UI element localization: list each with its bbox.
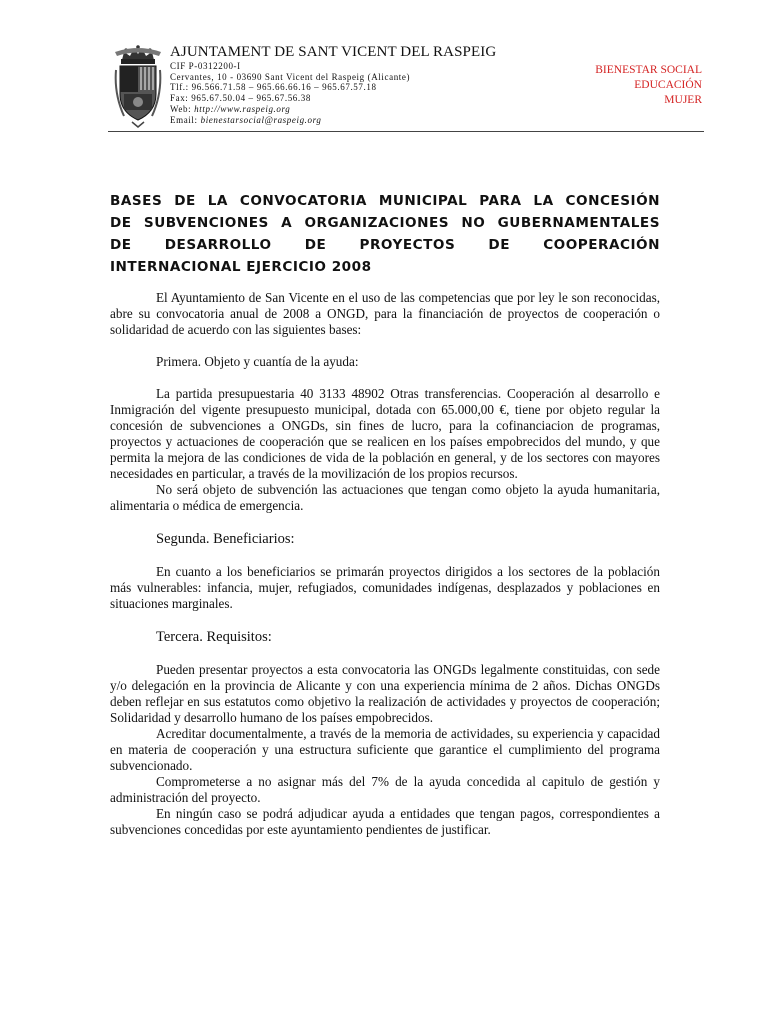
section-heading-segunda: Segunda. Beneficiarios: <box>156 531 295 547</box>
organization-name: AJUNTAMENT DE SANT VICENT DEL RASPEIG <box>170 44 497 60</box>
department-block <box>595 63 702 108</box>
tercera-paragraph-1: Pueden presentar proyectos a esta convocatoria las ONGDs legalmente constituidas, con sede y/o delegación en la provincia de Alicante y con una experiencia mínima de 2 años. Dichas ONGDs deben reflejar en sus estatutos como objetivo la realización de actividades y proyectos de cooperación; Solidaridad y desarrollo humano de los países empobrecidos. <box>110 662 660 725</box>
section-heading-tercera: Tercera. Requisitos: <box>156 629 272 645</box>
document-title <box>110 190 660 278</box>
title-line-4: INTERNACIONAL EJERCICIO 2008 <box>110 259 372 275</box>
email-line <box>170 115 550 126</box>
department-bienestar-social: BIENESTAR SOCIAL <box>595 64 702 76</box>
title-line-3: DE DESARROLLO DE PROYECTOS DE COOPERACIÓN <box>110 237 660 253</box>
primera-paragraph-1: La partida presupuestaria 40 3133 48902 Otras transferencias. Cooperación al desarrollo e Inmigración del vigente presupuesto municipal, dotada con 65.000,00 €, tiene por objeto regular la concesión de subvenciones a ONGDs, sin fines de lucro, para la cofinanciacion de programas, proyectos y actuaciones de cooperación que se realicen en los países empobrecidos del mundo, y que permita la mejora de las condiciones de vida de la población en general, y de los sectores con mayores necesidades en particular, a través de la movilización de los propios recursos. <box>110 386 660 481</box>
title-line-2: DE SUBVENCIONES A ORGANIZACIONES NO GUBERNAMENTALES <box>110 215 660 231</box>
address-line: Cervantes, 10 - 03690 Sant Vicent del Raspeig (Alicante) <box>170 71 411 82</box>
tercera-paragraph-2: Acreditar documentalmente, a través de la memoria de actividades, su experiencia y capacidad en materia de cooperación y una estructura suficiente que garantice el cumplimiento del programa subvencionado. <box>110 726 660 773</box>
letterhead-org-block <box>170 44 550 125</box>
fax-line: Fax: 965.67.50.04 – 965.67.56.38 <box>170 93 311 104</box>
web-link[interactable]: http://www.raspeig.org <box>194 103 291 114</box>
email-label: Email: <box>170 114 198 125</box>
web-line <box>170 104 550 115</box>
section-heading-primera: Primera. Objeto y cuantía de la ayuda: <box>156 354 359 369</box>
document-body <box>110 290 660 838</box>
intro-paragraph: El Ayuntamiento de San Vicente en el uso de las competencias que por ley le son reconocidas, abre su convocatoria anual de 2008 a ONGD, para la financiación de proyectos de cooperación o solidaridad de acuerdo con las siguientes bases: <box>110 290 660 337</box>
title-line-1: BASES DE LA CONVOCATORIA MUNICIPAL PARA LA CONCESIÓN <box>110 193 660 209</box>
header-divider <box>108 131 704 132</box>
municipal-crest-logo <box>114 44 162 128</box>
tercera-paragraph-3: Comprometerse a no asignar más del 7% de la ayuda concedida al capitulo de gestión y administración del proyecto. <box>110 774 660 805</box>
web-label: Web: <box>170 103 192 114</box>
email-link[interactable]: bienestarsocial@raspeig.org <box>200 114 322 125</box>
phone-line: Tlf.: 96.566.71.58 – 965.66.66.16 – 965.67.57.18 <box>170 82 377 93</box>
segunda-paragraph-1: En cuanto a los beneficiarios se primarán proyectos dirigidos a los sectores de la población más vulnerables: infancia, mujer, refugiados, comunidades indígenas, desplazados y poblaciones en situaciones marginales. <box>110 564 660 611</box>
department-mujer: MUJER <box>664 94 702 106</box>
primera-paragraph-2: No será objeto de subvención las actuaciones que tengan como objeto la ayuda humanitaria, alimentaria o médica de emergencia. <box>110 482 660 513</box>
tercera-paragraph-4: En ningún caso se podrá adjudicar ayuda a entidades que tengan pagos, correspondientes a subvenciones concedidas por este ayuntamiento pendientes de justificar. <box>110 806 660 837</box>
department-educacion: EDUCACIÓN <box>634 79 702 91</box>
cif-line: CIF P-0312200-I <box>170 61 241 71</box>
